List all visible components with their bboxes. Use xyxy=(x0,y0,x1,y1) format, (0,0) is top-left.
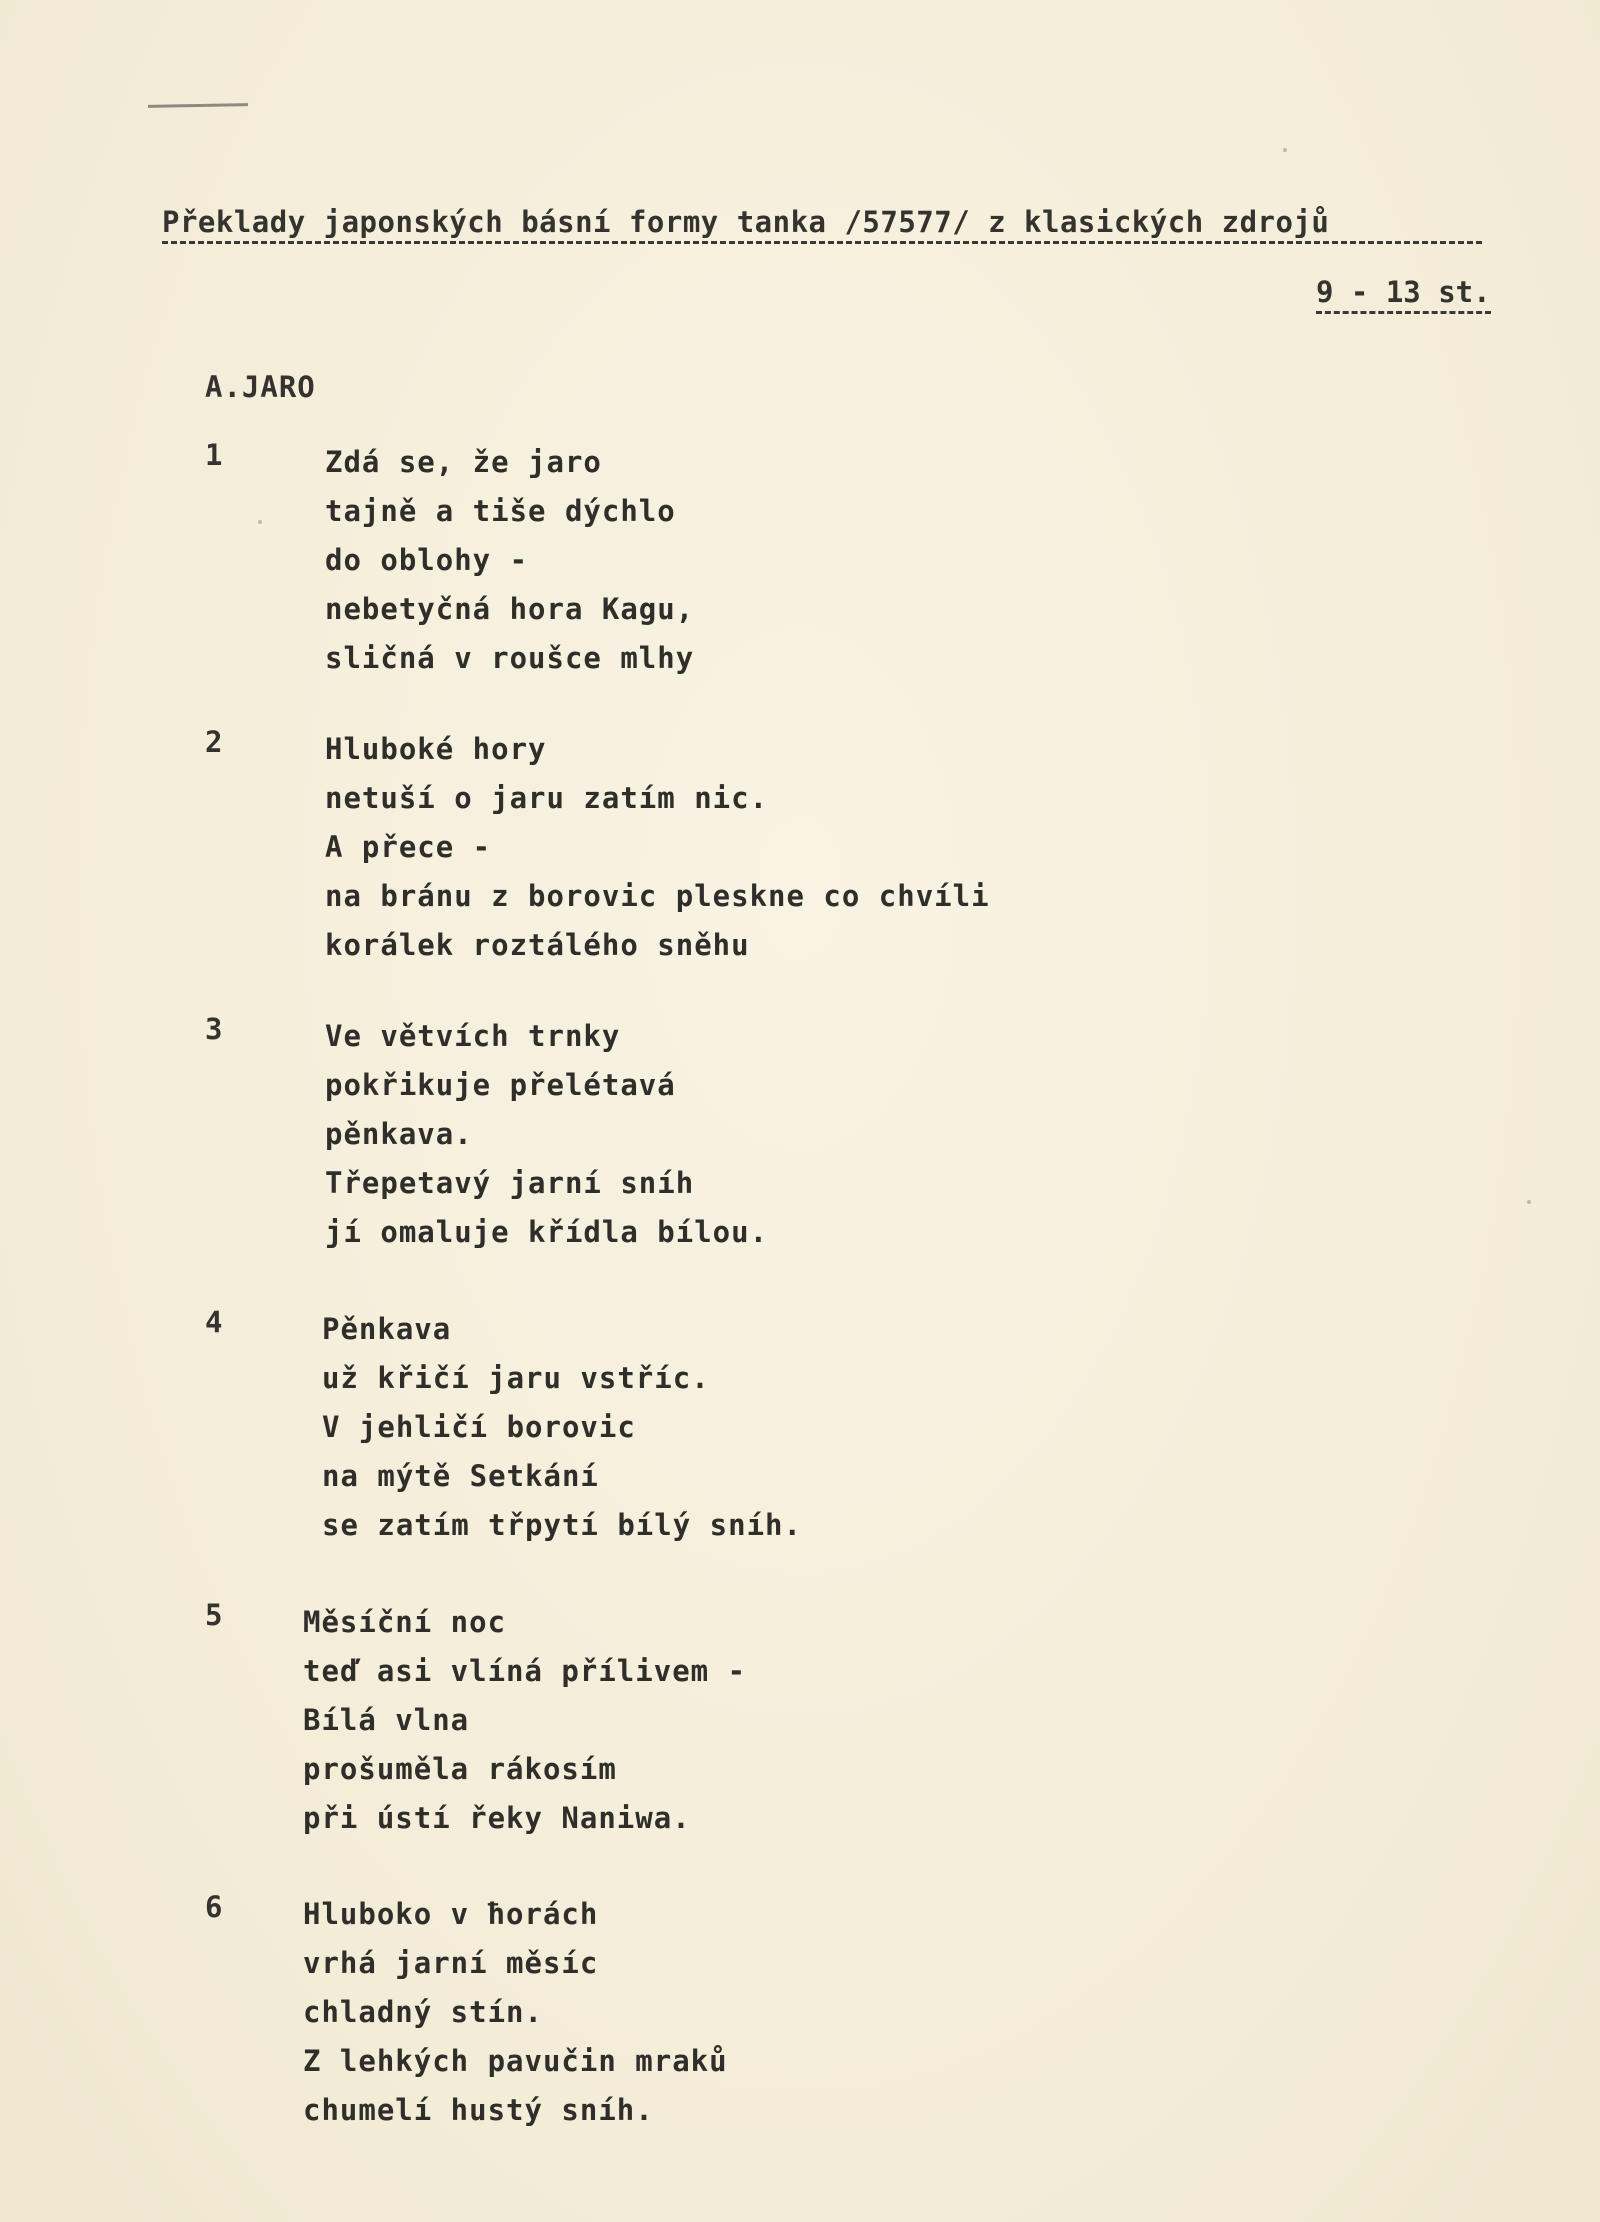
poem-line: A přece - xyxy=(325,830,492,864)
poem-line: Ve větvích trnky xyxy=(325,1019,621,1053)
poem-line: na bránu z borovic pleskne co chvíli xyxy=(325,879,990,913)
poem-line: chladný stín. xyxy=(303,1995,543,2029)
poem-line: Zdá se, že jaro xyxy=(325,445,602,479)
paper-speck xyxy=(1283,148,1287,152)
poem-line: teď asi vlíná přílivem - xyxy=(303,1654,747,1688)
poem-line: do oblohy - xyxy=(325,543,529,577)
poem-line: netuší o jaru zatím nic. xyxy=(325,781,769,815)
poem-line: Bílá vlna xyxy=(303,1703,470,1737)
poem-line: vrhá jarní měsíc xyxy=(303,1946,599,1980)
poem-number: 3 xyxy=(205,1012,223,1046)
poem-line: pěnkava. xyxy=(325,1117,473,1151)
poem-lines xyxy=(303,1890,728,2135)
paper-speck xyxy=(258,520,262,524)
poem-lines xyxy=(325,438,694,683)
poem-line: sličná v roušce mlhy xyxy=(325,641,695,675)
poem-line: na mýtě Setkání xyxy=(322,1459,599,1493)
poem-line: už křičí jaru vstříc. xyxy=(322,1361,710,1395)
section-heading: A.JARO xyxy=(205,370,316,404)
poem-line: Hluboko v ħorách xyxy=(303,1897,599,1931)
poem-line: prošuměla rákosím xyxy=(303,1752,617,1786)
poem-line: V jehličí borovic xyxy=(322,1410,636,1444)
poem-number: 5 xyxy=(205,1598,223,1632)
poem-number: 6 xyxy=(205,1890,223,1924)
poem-number: 4 xyxy=(205,1305,223,1339)
poem-line: chumelí hustý sníh. xyxy=(303,2093,654,2127)
poem-line: Třepetavý jarní sníh xyxy=(325,1166,695,1200)
poem-line: nebetyčná hora Kagu, xyxy=(325,592,695,626)
poem-lines xyxy=(303,1598,746,1843)
poem-line: se zatím třpytí bílý sníh. xyxy=(322,1508,802,1542)
poem-line: korálek roztálého sněhu xyxy=(325,928,750,962)
poem-line: tajně a tiše dýchlo xyxy=(325,494,676,528)
poem-line: jí omaluje křídla bílou. xyxy=(325,1215,769,1249)
poem-line: Z lehkých pavučin mraků xyxy=(303,2044,728,2078)
poem-line: Měsíční noc xyxy=(303,1605,507,1639)
poem-lines xyxy=(322,1305,802,1550)
paper-speck xyxy=(1527,1200,1531,1204)
document-subtitle: 9 - 13 st. xyxy=(1316,275,1491,314)
pencil-mark xyxy=(148,103,248,108)
poem-line: při ústí řeky Naniwa. xyxy=(303,1801,691,1835)
poem-line: Hluboké hory xyxy=(325,732,547,766)
document-title: Překlady japonských básní formy tanka /57577/ z klasických zdrojů xyxy=(162,205,1482,244)
poem-number: 2 xyxy=(205,725,223,759)
poem-line: pokřikuje přelétavá xyxy=(325,1068,676,1102)
poem-lines xyxy=(325,1012,768,1257)
poem-number: 1 xyxy=(205,438,223,472)
poem-line: Pěnkava xyxy=(322,1312,452,1346)
poem-lines xyxy=(325,725,990,970)
